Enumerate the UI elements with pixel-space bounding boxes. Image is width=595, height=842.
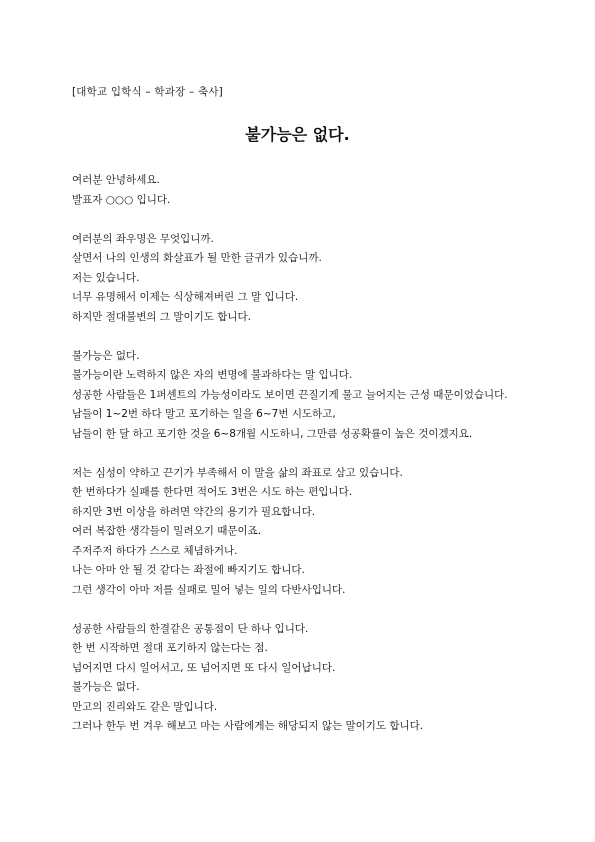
text-line: 여러분의 좌우명은 무엇입니까. xyxy=(72,232,214,245)
text-line: 성공한 사람들의 한결같은 공통점이 단 하나 입니다. xyxy=(72,622,309,635)
text-line: 저는 있습니다. xyxy=(72,271,140,284)
paragraph xyxy=(72,464,532,601)
text-line: 불가능은 없다. xyxy=(72,681,140,693)
paragraph xyxy=(72,230,532,328)
text-line: 여러분 안녕하세요. xyxy=(72,174,160,186)
text-line: 그런 생각이 아마 저를 실패로 밀어 넣는 일의 다반사입니다. xyxy=(72,583,346,596)
text-line: 저는 심성이 약하고 끈기가 부족해서 이 말을 삶의 좌표로 삼고 있습니다. xyxy=(72,466,403,479)
text-line: 불가능은 없다. xyxy=(72,349,140,362)
text-line: 그러나 한두 번 겨우 해보고 마는 사람에게는 해당되지 않는 말이기도 합니다. xyxy=(72,720,424,732)
header-tag: [대학교 입학식 – 학과장 – 축사] xyxy=(72,86,223,98)
text-line: 하지만 3번 이상을 하려면 약간의 용기가 필요합니다. xyxy=(72,505,316,518)
text-line: 살면서 나의 인생의 화살표가 될 만한 글귀가 있습니까. xyxy=(72,252,322,264)
text-line: 넘어지면 다시 일어서고, 또 넘어지면 또 다시 일어납니다. xyxy=(72,661,336,674)
text-line: 만고의 진리와도 같은 말입니다. xyxy=(72,700,218,713)
text-line: 발표자 ○○○ 입니다. xyxy=(72,193,171,206)
text-line: 한 번 시작하면 절대 포기하지 않는다는 점. xyxy=(72,642,268,654)
text-line: 불가능이란 노력하지 않은 자의 변명에 불과하다는 말 입니다. xyxy=(72,369,353,381)
text-line: 남들이 1~2번 하다 말고 포기하는 일을 6~7번 시도하고, xyxy=(72,408,336,420)
text-line: 하지만 절대불변의 그 말이기도 합니다. xyxy=(72,310,251,323)
text-line: 한 번하다가 실패를 한다면 적어도 3번은 시도 하는 편입니다. xyxy=(72,486,353,498)
text-line: 남들이 한 달 하고 포기한 것을 6~8개월 시도하니, 그만큼 성공확률이 높은 것이겠지요. xyxy=(72,427,473,440)
document-body xyxy=(72,171,532,756)
text-line: 너무 유명해서 이제는 식상해져버린 그 말 입니다. xyxy=(72,291,299,303)
text-line: 나는 아마 안 될 것 같다는 좌절에 빠지기도 합니다. xyxy=(72,564,305,576)
paragraph xyxy=(72,171,532,210)
text-line: 여러 복잡한 생각들이 밀려오기 때문이죠. xyxy=(72,525,262,537)
paragraph xyxy=(72,347,532,445)
text-line: 주저주저 하다가 스스로 체념하거나. xyxy=(72,544,238,557)
paragraph xyxy=(72,620,532,737)
text-line: 성공한 사람들은 1퍼센트의 가능성이라도 보이면 끈질기게 물고 늘어지는 근성 때문이었습니다. xyxy=(72,388,508,401)
document-title: 불가능은 없다. xyxy=(245,125,350,144)
